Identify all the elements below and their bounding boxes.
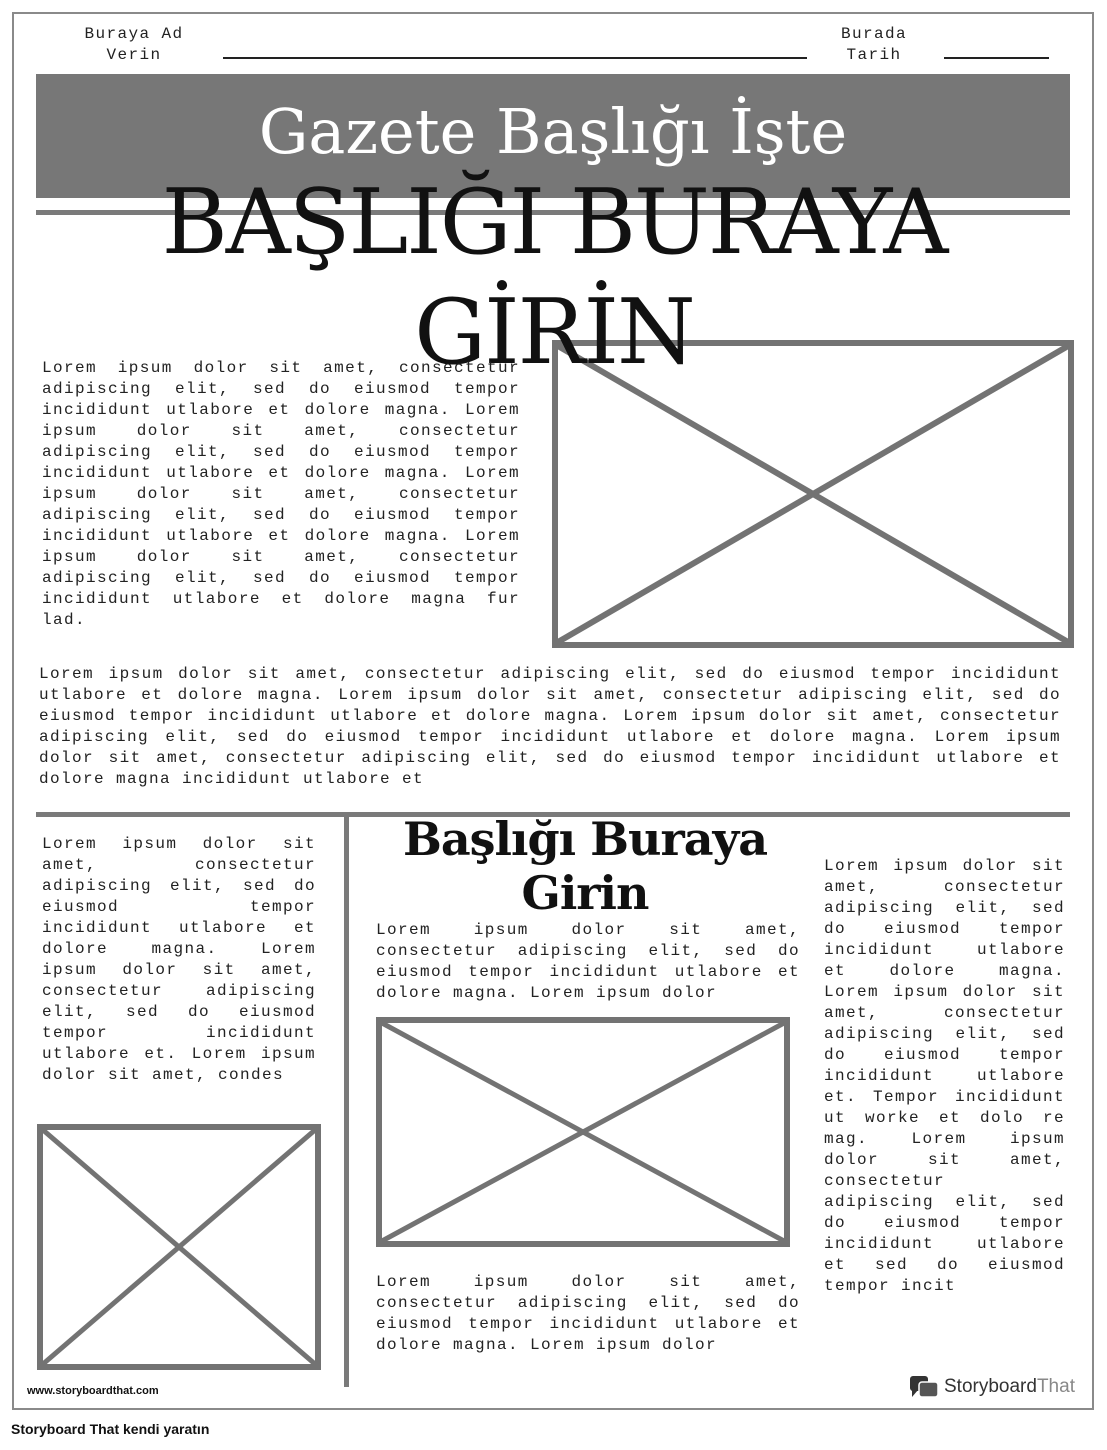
date-label: Burada Tarih (840, 25, 907, 64)
website-url[interactable]: www.storyboardthat.com (27, 1385, 159, 1397)
image-placeholder-icon (558, 346, 1068, 642)
image-placeholder-left[interactable] (37, 1124, 321, 1370)
create-your-own-caption[interactable]: Storyboard That kendi yaratın (11, 1421, 210, 1437)
name-label: Buraya Ad Verin (84, 25, 184, 64)
center-column-text-bottom[interactable]: Lorem ipsum dolor sit amet, consectetur adipiscing elit, sed do eiusmod tempor incididunt utlabore et dolore magna. Lorem ipsum dolor (376, 1273, 800, 1354)
image-placeholder-icon (43, 1130, 315, 1364)
main-story-wide-text[interactable]: Lorem ipsum dolor sit amet, consectetur adipiscing elit, sed do eiusmod tempor incididunt utlabore et dolore magna. Lorem ipsum dolor sit amet, consectetur adipiscing elit, sed do eiusmod tempor incididunt utlabore et dolore magna. Lorem ipsum dolor sit amet, consectetur adipiscing elit, sed do eiusmod tempor incididunt utlabore et dolore magna. Lorem ipsum dolor sit amet, consectetur adipiscing elit, sed do eiusmod tempor incididunt utlabore et dolore magna incididunt utlabore et (39, 665, 1061, 788)
secondary-headline[interactable]: Başlığı Buraya Girin (402, 812, 768, 920)
main-headline[interactable]: BAŞLIĞI BURAYA GİRİN (161, 170, 947, 385)
logo-word-storyboard: Storyboard (944, 1376, 1037, 1397)
right-column-text[interactable]: Lorem ipsum dolor sit amet, consectetur adipiscing elit, sed do eiusmod tempor incididunt utlabore et dolore magna. Lorem ipsum dolor sit amet, consectetur adipiscing elit, sed do eiusmod tempor incididunt utlabore et. Tempor incididunt ut worke et dolo re mag. Lorem ipsum dolor sit amet, consectetur adipiscing elit, sed do eiusmod tempor incididunt utlabore et sed do eiusmod tempor incit (824, 857, 1065, 1295)
image-placeholder-icon (382, 1023, 784, 1241)
date-line[interactable] (944, 57, 1049, 59)
speech-bubble-icon (908, 1374, 940, 1400)
center-column-text-top[interactable]: Lorem ipsum dolor sit amet, consectetur adipiscing elit, sed do eiusmod tempor incididunt utlabore et dolore magna. Lorem ipsum dolor (376, 921, 800, 1002)
column-divider (344, 817, 349, 1387)
name-line[interactable] (223, 57, 807, 59)
main-story-column-text[interactable]: Lorem ipsum dolor sit amet, consectetur adipiscing elit, sed do eiusmod tempor incididunt utlabore et dolore magna. Lorem ipsum dolor sit amet, consectetur adipiscing elit, sed do eiusmod tempor incididunt utlabore et dolore magna. Lorem ipsum dolor sit amet, consectetur adipiscing elit, sed do eiusmod tempor incididunt utlabore et dolore magna. Lorem ipsum dolor sit amet, consectetur adipiscing elit, sed do eiusmod tempor incididunt utlabore et dolore magna fur lad. (42, 359, 520, 629)
newspaper-title[interactable]: Gazete Başlığı İşte (258, 95, 848, 168)
storyboardthat-logo[interactable] (908, 1373, 1075, 1401)
left-column-text[interactable]: Lorem ipsum dolor sit amet, consectetur adipiscing elit, sed do eiusmod tempor incididunt utlabore et dolore magna. Lorem ipsum dolor sit amet, consectetur adipiscing elit, sed do eiusmod tempor incididunt utlabore et. Lorem ipsum dolor sit amet, condes (42, 835, 316, 1084)
logo-word-that: That (1036, 1376, 1075, 1397)
image-placeholder-center[interactable] (376, 1017, 790, 1247)
